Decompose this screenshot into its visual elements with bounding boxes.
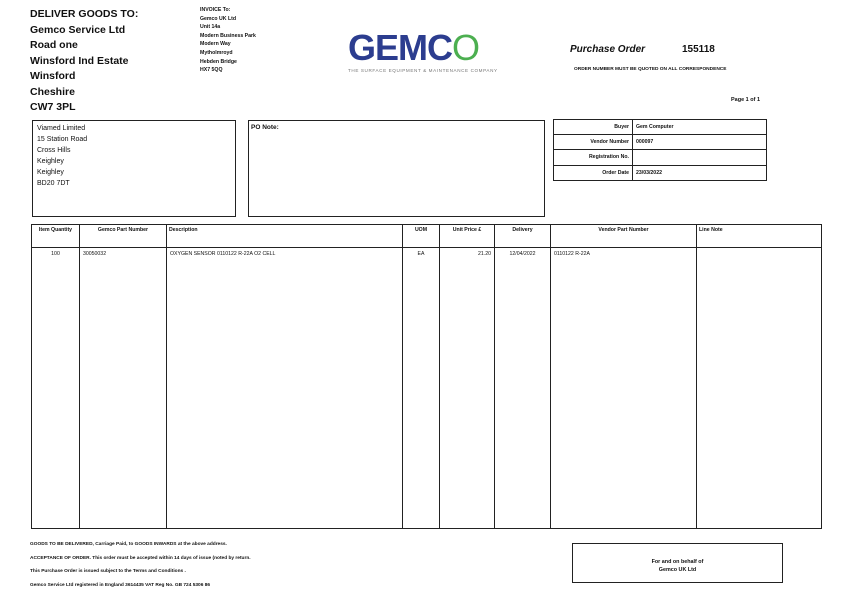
po-title: Purchase Order [570,44,646,55]
invoice-line: Modern Business Park [200,32,256,39]
cell-quantity: 100 [32,248,80,529]
footer-line: ACCEPTANCE OF ORDER. This order must be accepted within 14 days of issue (noted by return. [30,555,251,561]
signature-box [572,543,783,583]
invoice-line: HX7 5QQ [200,67,223,74]
cell-vendor-part: 0110122 R-22A [551,248,697,529]
header-quantity: Item Quantity [32,225,80,248]
supplier-line: Keighley [37,158,64,165]
supplier-line: Cross Hills [37,147,71,154]
invoice-heading: INVOICE To: [200,7,231,13]
header-unit-price: Unit Price £ [440,225,495,248]
info-key: Order Date [554,165,633,180]
deliver-line: Winsford Ind Estate [30,54,129,67]
invoice-line: Unit 14a [200,24,221,31]
info-key: Buyer [554,120,633,135]
info-row [554,135,767,150]
deliver-heading: DELIVER GOODS TO: [30,8,139,20]
cell-uom: EA [403,248,440,529]
page-indicator: Page 1 of 1 [731,97,761,103]
cell-description: OXYGEN SENSOR 0110122 R-22A O2 CELL [167,248,403,529]
header-delivery: Delivery [495,225,551,248]
invoice-line: Gemco UK Ltd [200,15,237,22]
deliver-line: CW7 3PL [30,101,76,113]
table-row [32,248,822,529]
invoice-line: Modern Way [200,41,231,48]
info-value: 23/03/2022 [633,165,767,180]
cell-delivery: 12/04/2022 [495,248,551,529]
footer-terms [30,538,251,593]
deliver-line: Road one [30,39,78,51]
supplier-address-box [32,120,236,217]
footer-line: This Purchase Order is issued subject to the Terms and Conditions . [30,569,186,575]
invoice-address [200,6,256,75]
info-value: 000097 [633,135,767,150]
supplier-line: BD20 7DT [37,180,70,187]
po-notes-box [248,120,545,217]
info-row [554,150,767,165]
cell-line-note [697,248,822,529]
gemco-logo [348,27,480,68]
logo-tagline: THE SURFACE EQUIPMENT & MAINTENANCE COMPANY [348,68,498,73]
footer-line: Gemco Service Ltd registered in England 3614435 VAT Reg No. GB 724 5306 86 [30,583,211,589]
invoice-line: Hebden Bridge [200,58,237,65]
supplier-line: Viamed Limited [37,125,86,132]
header-line-note: Line Note [697,225,822,248]
line-items-table [31,224,822,529]
header-part-number: Gemco Part Number [80,225,167,248]
info-key: Vendor Number [554,135,633,150]
po-notes-label: PO Note: [251,124,279,131]
info-key: Registration No. [554,150,633,165]
cell-unit-price: 21.20 [440,248,495,529]
supplier-line: Keighley [37,169,64,176]
order-info-table [553,119,767,181]
header-vendor-part: Vendor Part Number [551,225,697,248]
supplier-line: 15 Station Road [37,136,88,143]
invoice-line: Mytholmroyd [200,49,233,56]
deliver-line: Winsford [30,70,76,82]
table-header-row [32,225,822,248]
footer-line: GOODS TO BE DELIVERED, Carriage Paid, to GOODS INWARDS at the above address. [30,542,227,547]
cell-part-number: 30050032 [80,248,167,529]
po-quote-note: ORDER NUMBER MUST BE QUOTED ON ALL CORRESPONDENCE [574,67,727,72]
info-value [633,150,767,165]
info-row [554,165,767,180]
signature-company: Gemco UK Ltd [658,567,697,573]
info-value: Gem Computer [633,120,767,135]
deliver-line: Cheshire [30,85,75,98]
logo-o: O [452,27,480,68]
info-row [554,120,767,135]
po-number: 155118 [682,44,715,55]
header-uom: UOM [403,225,440,248]
logo-text: GEMCO [348,27,480,68]
header-description: Description [167,225,403,248]
signature-line: For and on behalf of [651,559,704,565]
deliver-address [30,7,138,116]
deliver-line: Gemco Service Ltd [30,23,126,36]
